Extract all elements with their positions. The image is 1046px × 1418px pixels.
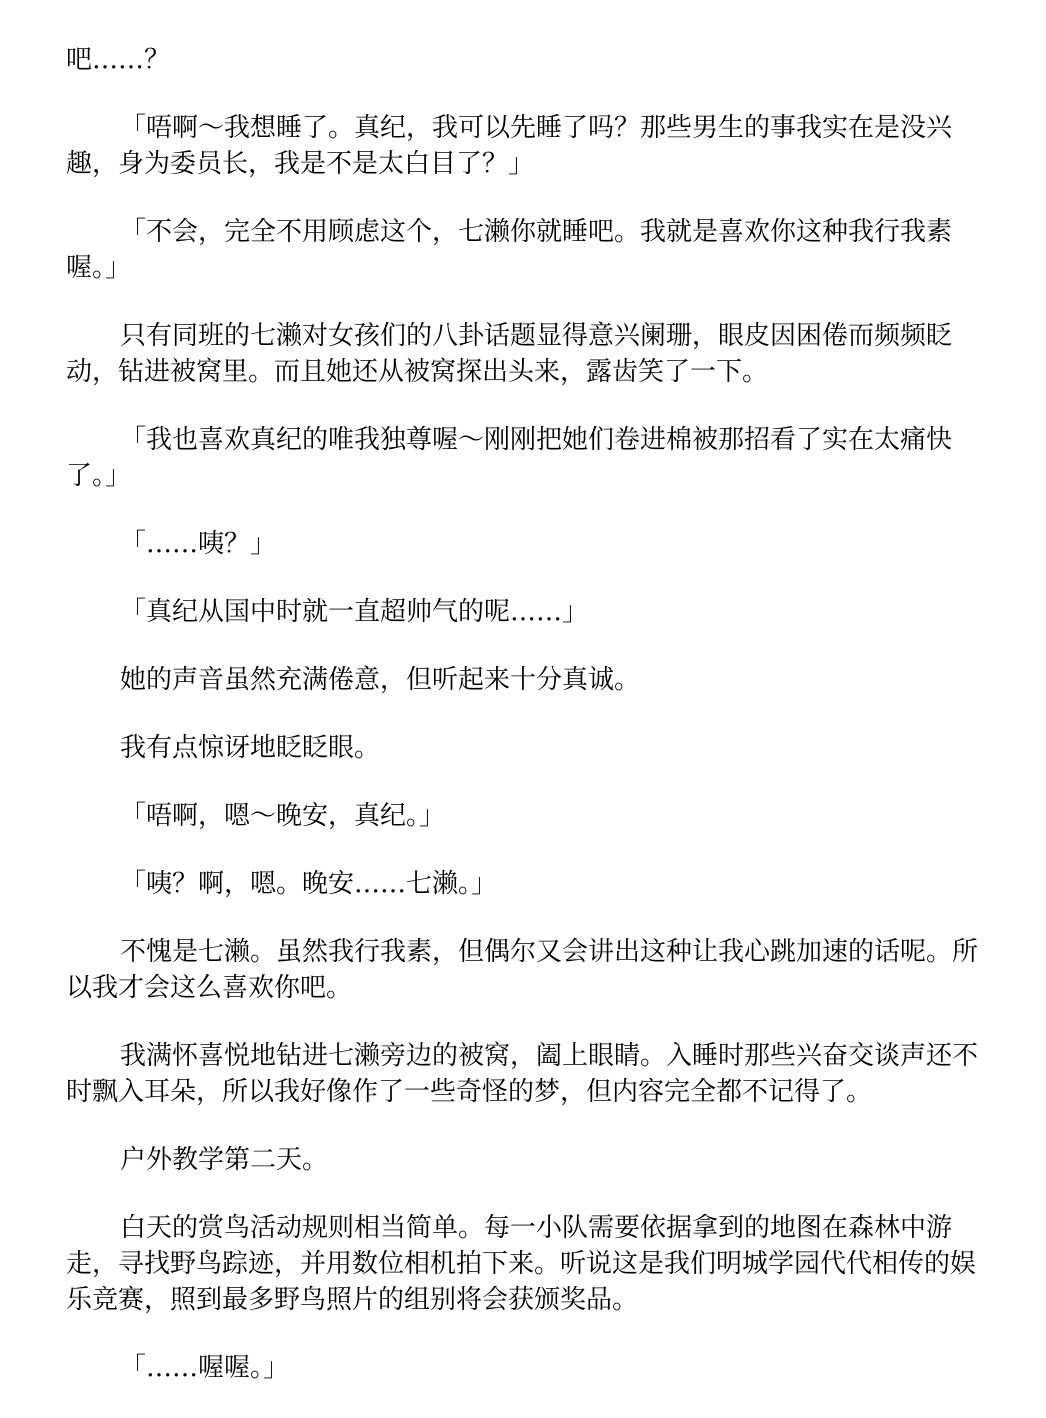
paragraph: 「……咦？」 — [120, 529, 277, 559]
paragraph: 白天的赏鸟活动规则相当简单。每一小队需要依据拿到的地图在森林中游走，寻找野鸟踪迹，并用数位相机拍下来。听说这是我们明城学园代代相传的娱乐竞赛，照到最多野鸟照片的组别将会获颁奖品。 — [66, 1213, 977, 1315]
paragraph: 她的声音虽然充满倦意，但听起来十分真诚。 — [120, 665, 641, 695]
paragraph: 「咦？啊，嗯。晚安……七濑。」 — [120, 869, 498, 899]
paragraph: 「不会，完全不用顾虑这个，七濑你就睡吧。我就是喜欢你这种我行我素喔。」 — [66, 217, 953, 283]
paragraph: 「我也喜欢真纪的唯我独尊喔～刚刚把她们卷进棉被那招看了实在太痛快了。」 — [66, 425, 953, 491]
paragraph: 我有点惊讶地眨眨眼。 — [120, 733, 381, 763]
paragraph: 只有同班的七濑对女孩们的八卦话题显得意兴阑珊，眼皮因困倦而频频眨动，钻进被窝里。而且她还从被窝探出头来，露齿笑了一下。 — [66, 321, 953, 387]
paragraph: 「唔啊～我想睡了。真纪，我可以先睡了吗？那些男生的事我实在是没兴趣，身为委员长，我是不是太白目了？」 — [66, 113, 953, 179]
paragraph: 「真纪从国中时就一直超帅气的呢……」 — [120, 597, 589, 627]
paragraph: 「唔啊，嗯～晚安，真纪。」 — [120, 801, 446, 831]
document-page — [66, 42, 978, 1418]
paragraph: 「……喔喔。」 — [120, 1353, 290, 1383]
paragraph: 户外教学第二天。 — [120, 1145, 329, 1175]
paragraph: 我满怀喜悦地钻进七濑旁边的被窝，阖上眼睛。入睡时那些兴奋交谈声还不时飘入耳朵，所以我好像作了一些奇怪的梦，但内容完全都不记得了。 — [66, 1041, 979, 1107]
paragraph-continuation: 吧……？ — [66, 45, 171, 75]
paragraph: 不愧是七濑。虽然我行我素，但偶尔又会讲出这种让我心跳加速的话呢。所以我才会这么喜欢你吧。 — [66, 937, 979, 1003]
